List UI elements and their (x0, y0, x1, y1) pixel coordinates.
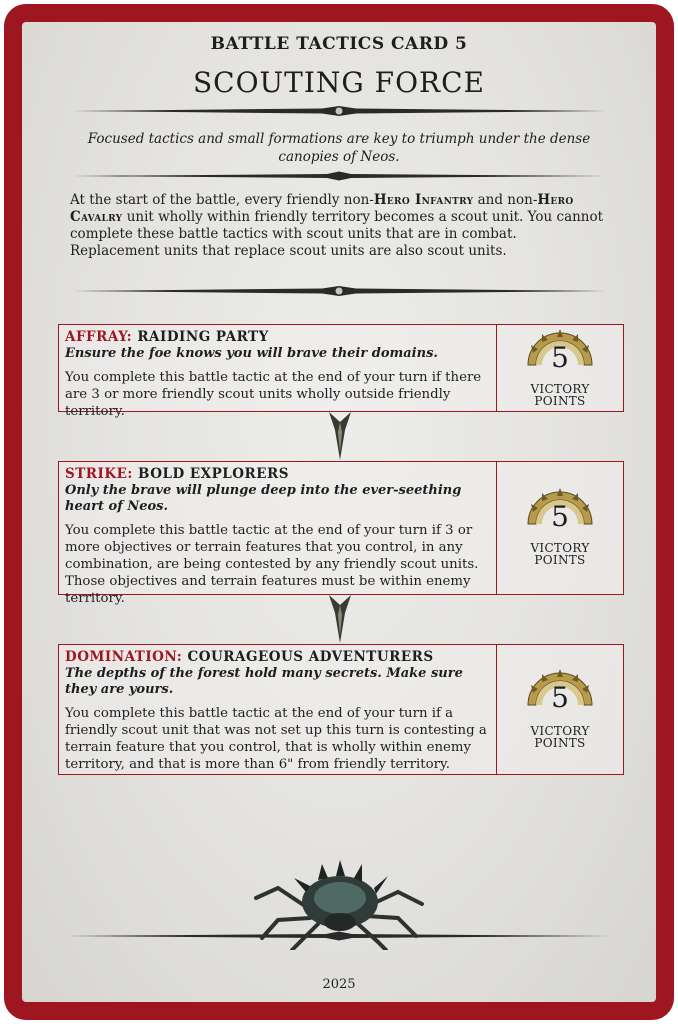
tactic-kind: STRIKE: (65, 466, 133, 482)
spider-creature-icon (248, 858, 428, 954)
keyword-hero-cavalry: Hero Cavalry (70, 192, 574, 225)
victory-points-label-2: POINTS (534, 394, 586, 408)
victory-points-value: 5 (551, 681, 569, 714)
down-blade-arrow-icon (327, 595, 353, 649)
tactic-heading (65, 649, 497, 666)
victory-points-panel (496, 645, 623, 774)
card-flavor-text: Focused tactics and small formations are key to triumph under the dense canopies of Neos. (87, 131, 591, 165)
ornament-divider-lower (72, 284, 606, 298)
tactic-heading (65, 329, 497, 346)
victory-points-value: 5 (551, 500, 569, 533)
tactic-name: BOLD EXPLORERS (138, 466, 290, 482)
victory-points-label-1: VICTORY (530, 541, 590, 555)
ornament-divider-mid (72, 170, 606, 182)
tactic-body: You complete this battle tactic at the end of your turn if there are 3 or more friendly scout units wholly outside friendly territory. (65, 370, 482, 419)
tactic-kind: AFFRAY: (65, 329, 133, 345)
victory-points-label-1: VICTORY (530, 724, 590, 738)
ornament-divider-top (72, 104, 606, 118)
victory-points-label-2: POINTS (534, 736, 586, 750)
victory-points-label-1: VICTORY (530, 382, 590, 396)
keyword-hero-infantry: Hero Infantry (373, 192, 474, 208)
tactic-flavor: Only the brave will plunge deep into the ever-seething heart of Neos. (65, 483, 462, 514)
card-paper (22, 22, 656, 1002)
victory-points-panel (496, 325, 623, 411)
card-title: SCOUTING FORCE (193, 66, 485, 99)
tactic-name: RAIDING PARTY (137, 329, 269, 345)
tactic-body: You complete this battle tactic at the end of your turn if a friendly scout unit that was not set up this turn is contesting a terrain feature that you control, that is wholly within enemy territory, and that is more than 6" from friendly territory. (65, 706, 487, 772)
battle-tactic-card (4, 4, 674, 1020)
tactic-domination (58, 644, 624, 775)
tactic-flavor: The depths of the forest hold many secrets. Make sure they are yours. (65, 666, 463, 697)
down-blade-arrow-icon (327, 412, 353, 466)
tactic-strike (58, 461, 624, 606)
card-year: 2025 (322, 977, 356, 992)
tactic-flavor: Ensure the foe knows you will brave their domains. (65, 346, 438, 361)
tactic-body: You complete this battle tactic at the end of your turn if 3 or more objectives or terrain features that you control, in any combination, are being contested by any friendly scout units. Those objectives and terrain features must be within enemy territory. (65, 523, 479, 606)
victory-points-panel (496, 462, 623, 594)
tactic-name: COURAGEOUS ADVENTURERS (187, 649, 434, 665)
card-intro-rules: At the start of the battle, every friendly non-Hero Infantry and non-Hero Cavalry unit wholly within friendly territory becomes a scout unit. You cannot complete these battle tactics with scout units that are in combat. Replacement units that replace scout units are also scout units. (70, 192, 604, 259)
tactic-heading (65, 466, 497, 483)
victory-points-value: 5 (551, 341, 569, 374)
tactic-affray (58, 324, 624, 419)
tactic-kind: DOMINATION: (65, 649, 183, 665)
victory-points-label-2: POINTS (534, 553, 586, 567)
card-label: BATTLE TACTICS CARD 5 (210, 34, 468, 54)
